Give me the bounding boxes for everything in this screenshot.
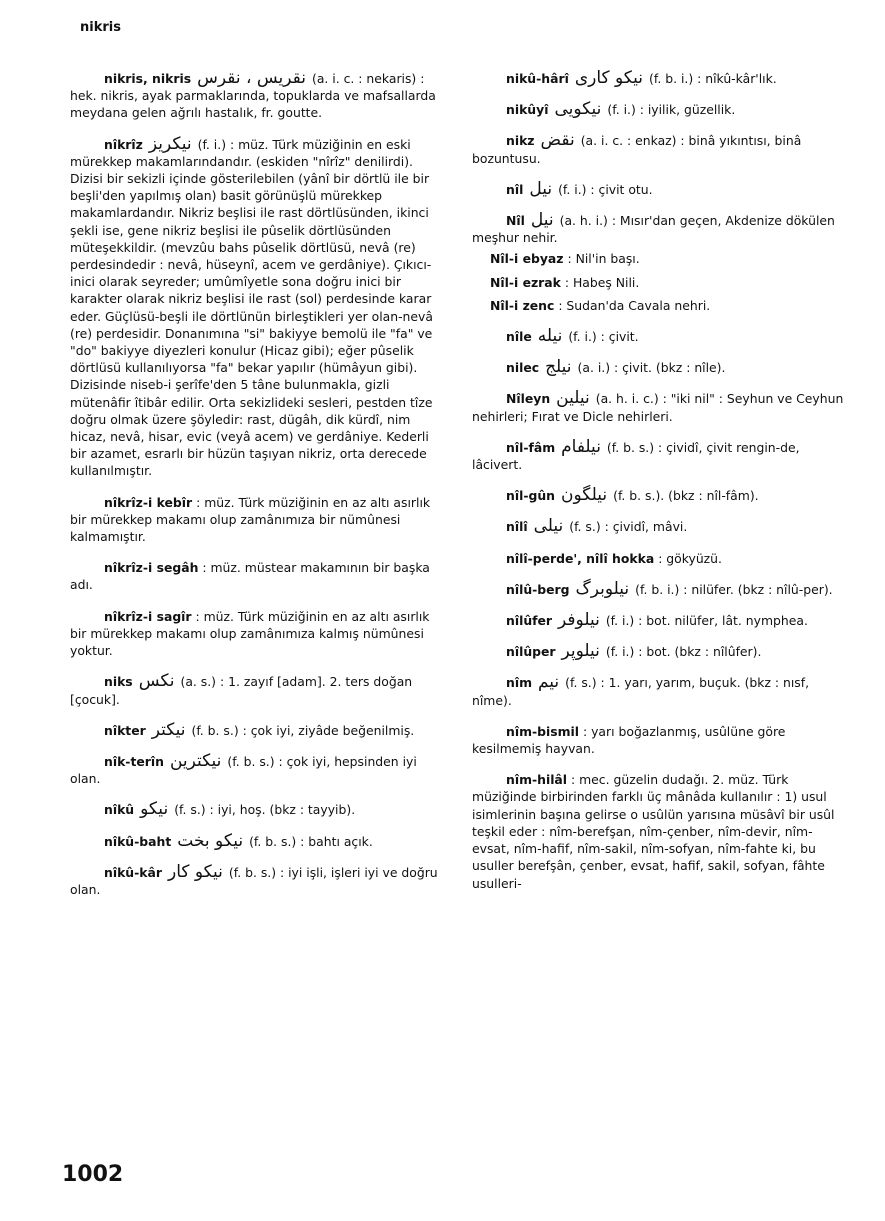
headword: Nîl-i ebyaz xyxy=(490,251,564,267)
definition: (a. s.) : 1. zayıf [adam]. 2. ters doğan [çocuk]. xyxy=(70,674,413,707)
definition: (f. i.) : çivit. xyxy=(568,329,639,345)
definition: (f. b. s.) : çok iyi, ziyâde beğenilmiş. xyxy=(191,722,415,738)
dictionary-entry xyxy=(70,673,442,707)
definition: : müz. Türk müziğinin en az altı asırlık bir mürekkep makamı olup zamânımıza kalmış nümûnesi yoktur. xyxy=(70,608,430,659)
headword: nîk-terîn xyxy=(104,753,164,769)
arabic-script: نيكو كار xyxy=(167,861,223,882)
definition: (f. b. i.) : nilüfer. (bkz : nîlû-per). xyxy=(635,581,833,597)
left-column xyxy=(70,70,442,912)
dictionary-entry xyxy=(70,559,442,593)
arabic-script: نقريس ، نقرس xyxy=(197,68,306,88)
arabic-script: نيل xyxy=(529,178,553,199)
arabic-script: نيكويى xyxy=(554,99,602,120)
running-header: nikris xyxy=(80,20,121,35)
arabic-script: نيكو xyxy=(140,799,169,820)
definition: : Habeş Nili. xyxy=(564,274,640,290)
arabic-script: نيلوپر xyxy=(561,641,600,662)
definition: : müz. Türk müziğinin en az altı asırlık bir mürekkep makamı olup zamânımıza bir nümûnesi kalmamıştır. xyxy=(70,494,431,545)
arabic-script: نكس xyxy=(138,671,175,692)
arabic-script: نيكتر xyxy=(151,719,186,740)
headword: Nîleyn xyxy=(506,391,551,407)
dictionary-entry xyxy=(472,674,844,708)
definition: (f. s.) : çividî, mâvi. xyxy=(569,519,688,535)
dictionary-entry xyxy=(472,518,844,535)
dictionary-entry xyxy=(472,436,844,473)
arabic-script: نيل xyxy=(530,210,554,231)
arabic-script: نيكترين xyxy=(169,750,222,771)
definition: (a. i. c. : nekaris) : hek. nikris, ayak parmaklarında, topuklarda ve mafsallarda meydana gelen ağrılı hastalık, fr. goutte. xyxy=(70,71,436,121)
sub-entry xyxy=(490,250,844,267)
dictionary-entry xyxy=(472,132,844,166)
headword: Nîl-i ezrak xyxy=(490,274,561,290)
dictionary-entry xyxy=(472,723,844,757)
dictionary-entry xyxy=(472,771,844,891)
definition: (a. h. i. c.) : "iki nil" : Seyhun ve Ceyhun nehirleri; Fırat ve Dicle nehirleri. xyxy=(472,391,844,424)
dictionary-entry xyxy=(472,550,844,567)
dictionary-entry xyxy=(472,612,844,629)
headword: nîkû-baht xyxy=(104,833,172,849)
arabic-script: نيلج xyxy=(545,357,572,378)
headword: nîm-bismil xyxy=(506,723,580,739)
definition: : mec. güzelin dudağı. 2. müz. Türk müziğinde birbirinden farklı üç mânâda kullanılır : 1) usul isimlerinin başına gelirse o usûlün yarısına müsâvî bir usûl teşkil eder : nîm-berefşan, nîm-çenber, nîm-devir, nîm-evsat, nîm-hafif, nîm-sakil, nîm-sofyan, nîm-fahte ki, bu usuller berefşân, çenber, evsat, hafif, sakil, sofyan, fâhte usulleri- xyxy=(472,772,835,891)
dictionary-entry xyxy=(472,328,844,345)
definition: (f. b. s.) : bahtı açık. xyxy=(249,833,373,849)
definition: (f. b. i.) : nîkû-kâr'lık. xyxy=(649,71,777,86)
definition: (f. b. s.) : iyi işli, işleri iyi ve doğru olan. xyxy=(70,864,438,897)
headword: nîlî xyxy=(506,519,528,535)
headword: nîkter xyxy=(104,722,146,738)
arabic-script: نيلفام xyxy=(561,436,601,457)
dictionary-entry xyxy=(70,861,442,898)
page-number: 1002 xyxy=(62,1162,124,1187)
arabic-script: نيلوبرگ xyxy=(575,578,630,599)
sub-entry xyxy=(490,274,844,291)
sub-entry xyxy=(490,297,844,314)
definition: (f. s.) : 1. yarı, yarım, buçuk. (bkz : nısf, nîme). xyxy=(472,675,810,708)
headword: nîl xyxy=(506,181,524,197)
headword: nîlûper xyxy=(506,644,556,660)
dictionary-entry xyxy=(70,750,442,787)
definition: (f. i.) : iyilik, güzellik. xyxy=(607,102,736,118)
arabic-script: نيله xyxy=(537,326,563,347)
headword: nikûyî xyxy=(506,102,549,118)
definition: (a. h. i.) : Mısır'dan geçen, Akdenize dökülen meşhur nehir. xyxy=(472,213,835,246)
headword: nîle xyxy=(506,329,532,345)
headword: nikû-hârî xyxy=(506,71,569,86)
definition: (f. i.) : müz. Türk müziğinin en eski mürekkep makamlarındandır. (eskiden "nîrîz" denilirdi). Dizisi bir sekizli içinde gösterilebilen (yânî bir dörtlü ile bir beşli'den yapılmış olan) basit görünüşlü mürekkep makamlardandır. Nikriz beşlisi ile rast dörtlüsünden, ikinci şekli ise, gene nikriz beşlisi ile pûselik dörtlüsünden müteşekkildir. (mevzûu bahs pûselik dörtlüsü, nevâ (re) perdesindedir : nevâ, hüseynî, acem ve gerdâniye). Çıkıcı-inici olarak seyreder; umûmîyetle sona doğru inici bir karakter olarak nikriz beşlisi ile rast (sol) perdesinde karar eder. Güçlüsü-beşli ile dörtlünün birleştikleri yer olan-nevâ (re) perdesidir. Donanımına "si" bakiyye bemolü ile "fa" ve "do" bakiyye diyezleri konulur (Hicaz gibi); eğer pûselik dörtlüsü kullanılıyorsa "fa" bekar yapılır (hümâyun gibi). Dizisinde niseb-i şerîfe'den 5 tâne bulunmakla, gizli mütenâfir îtibâr edilir. Orta sekizlideki sesleri, pestden tîze doğru olmak üzere şöyledir: rast, dügâh, dik kürdî, nim hicaz, nevâ, hisar, evic (veyâ acem) ve gerdâniye. Kederli bir azamet, esrarlı bir hüzün taşıyan nikriz, orta derecede kullanılmıştır. xyxy=(70,136,433,479)
headword: nikz xyxy=(506,133,535,149)
arabic-script: نيلوفر xyxy=(558,610,600,631)
definition: (f. b. s.) : çividî, çivit rengin-de, lâcivert. xyxy=(472,439,800,473)
definition: (f. i.) : bot. (bkz : nîlûfer). xyxy=(605,644,762,660)
headword: nîkû-kâr xyxy=(104,864,162,880)
dictionary-entry xyxy=(472,578,844,599)
dictionary-entry xyxy=(70,133,442,480)
dictionary-entry xyxy=(472,390,844,424)
dictionary-entry xyxy=(472,178,844,199)
dictionary-entry xyxy=(70,494,442,546)
definition: : gökyüzü. xyxy=(658,550,722,566)
headword: niks xyxy=(104,674,133,690)
headword: nîlûfer xyxy=(506,613,553,629)
definition: : yarı boğazlanmış, usûlüne göre kesilmemiş hayvan. xyxy=(472,723,786,757)
dictionary-entry xyxy=(472,212,844,246)
dictionary-entry xyxy=(472,70,844,87)
headword: Nîl-i zenc xyxy=(490,297,555,313)
arabic-script: نيلگون xyxy=(560,485,608,506)
definition: (f. i.) : bot. nilüfer, lât. nymphea. xyxy=(605,613,808,629)
definition: (a. i. c. : enkaz) : binâ yıkıntısı, binâ bozuntusu. xyxy=(472,133,802,166)
dictionary-entry xyxy=(70,70,442,122)
arabic-script: نقض xyxy=(540,130,575,151)
headword: nîm-hilâl xyxy=(506,772,568,788)
dictionary-entry xyxy=(472,487,844,504)
headword: nîkrîz-i sagîr xyxy=(104,608,192,624)
arabic-script: نيكو بخت xyxy=(177,830,244,851)
arabic-script: نيلين xyxy=(556,388,590,409)
headword: Nîl xyxy=(506,213,525,229)
headword: nîm xyxy=(506,675,532,691)
definition: : Nil'in başı. xyxy=(567,251,640,267)
dictionary-entry xyxy=(472,643,844,660)
arabic-script: نيم xyxy=(537,672,560,693)
dictionary-entry xyxy=(70,801,442,818)
headword: nilec xyxy=(506,360,540,376)
arabic-script: نيلى xyxy=(533,516,564,537)
headword: nîkrîz-i segâh xyxy=(104,560,199,576)
headword: nîlû-berg xyxy=(506,581,570,597)
headword: nîkû xyxy=(104,802,135,818)
headword: nîkrîz xyxy=(104,136,143,152)
headword: nikris, nikris xyxy=(104,71,192,86)
definition: : müz. müstear makamının bir başka adı. xyxy=(70,560,430,593)
dictionary-entry xyxy=(472,359,844,376)
dictionary-entry xyxy=(70,608,442,660)
definition: : Sudan'da Cavala nehri. xyxy=(558,297,711,313)
right-column xyxy=(472,70,844,906)
arabic-script: نيكريز xyxy=(148,133,192,154)
dictionary-entry xyxy=(70,719,442,740)
dictionary-entry xyxy=(472,101,844,118)
definition: (a. i.) : çivit. (bkz : nîle). xyxy=(577,360,726,376)
headword: nîl-gûn xyxy=(506,488,555,504)
headword: nîkrîz-i kebîr xyxy=(104,494,193,510)
definition: (f. b. s.). (bkz : nîl-fâm). xyxy=(613,488,759,504)
definition: (f. s.) : iyi, hoş. (bkz : tayyib). xyxy=(174,802,356,818)
definition: (f. i.) : çivit otu. xyxy=(558,181,653,197)
definition: (f. b. s.) : çok iyi, hepsinden iyi olan. xyxy=(70,753,417,787)
dictionary-entry xyxy=(70,830,442,851)
headword: nîlî-perde', nîlî hokka xyxy=(506,550,655,566)
headword: nîl-fâm xyxy=(506,439,556,455)
arabic-script: نيكو كارى xyxy=(574,68,644,88)
